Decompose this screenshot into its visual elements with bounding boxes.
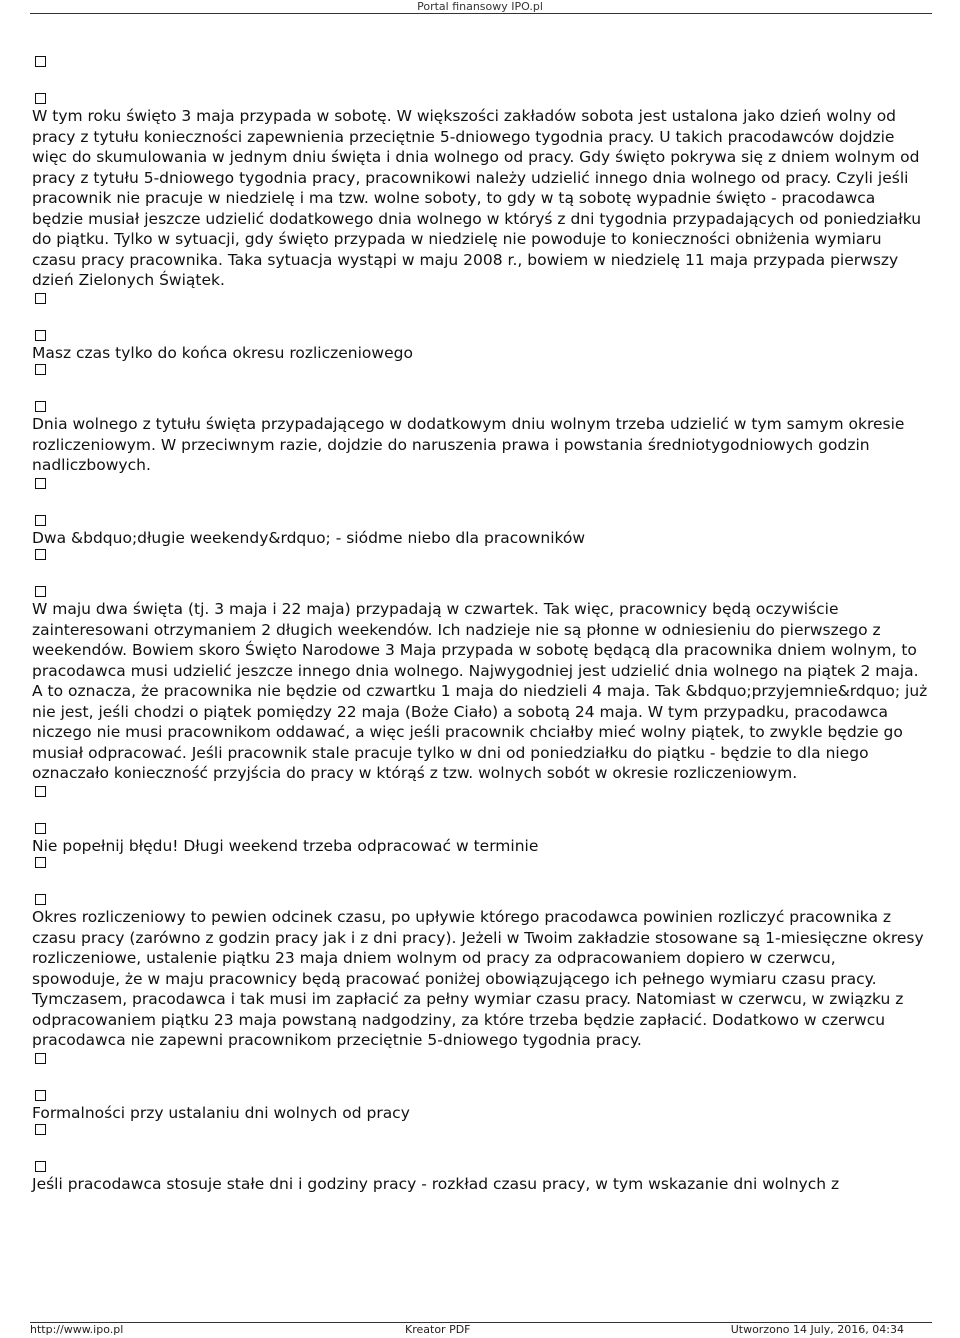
checkbox-icon: [35, 857, 46, 868]
checkbox-icon: [35, 1053, 46, 1064]
checkbox-icon: [35, 478, 46, 489]
checkbox-icon: [35, 293, 46, 304]
page-header: [0, 0, 960, 14]
checkbox-icon: [35, 515, 46, 526]
header-title: Portal finansowy IPO.pl: [417, 0, 543, 13]
paragraph: W maju dwa święta (tj. 3 maja i 22 maja) przypadają w czwartek. Tak więc, pracownicy będą oczywiście zainteresowani otrzymaniem 2 długich weekendów. Ich nadzieje nie są płonne w odniesieniu do pierwszego z weekendów. Bowiem skoro Święto Narodowe 3 Maja przypada w sobotę będącą dla pracownika dniem wolnym, to pracodawca musi udzielić jeszcze innego dnia wolnego. Najwygodniej jest udzielić dnia wolnego na piątek 2 maja. A to oznacza, że pracownika nie będzie od czwartku 1 maja do niedzieli 4 maja. Tak &bdquo;przyjemnie&rdquo; już nie jest, jeśli chodzi o piątek pomiędzy 22 maja (Boże Ciało) a sobotą 24 maja. W tym przypadku, pracodawca niczego nie musi pracownikom oddawać, a więc jeśli pracownik chciałby mieć wolny piątek, to zwykle będzie go musiał odpracować. Jeśli pracownik stale pracuje tylko w dni od poniedziałku do piątku - będzie to dla niego oznaczało konieczność przyjścia do pracy w którąś z tzw. wolnych sobót w okresie rozliczeniowym.: [32, 600, 928, 782]
section-heading: Masz czas tylko do końca okresu rozliczeniowego: [32, 343, 413, 362]
paragraph: Jeśli pracodawca stosuje stałe dni i godziny pracy - rozkład czasu pracy, w tym wskazanie dni wolnych z: [32, 1175, 840, 1193]
checkbox-icon: [35, 586, 46, 597]
checkbox-icon: [35, 1124, 46, 1135]
section-heading: Dwa &bdquo;długie weekendy&rdquo; - siódme niebo dla pracowników: [32, 528, 586, 547]
footer-created: Utworzono 14 July, 2016, 04:34: [730, 1323, 904, 1336]
checkbox-icon: [35, 1090, 46, 1101]
checkbox-icon: [35, 894, 46, 905]
checkbox-icon: [35, 786, 46, 797]
paragraph: Okres rozliczeniowy to pewien odcinek czasu, po upływie którego pracodawca powinien rozliczyć pracownika z czasu pracy (zarówno z godzin pracy jak i z dni pracy). Jeżeli w Twoim zakładzie stosowane są 1-miesięczne okresy rozliczeniowe, ustalenie piątku 23 maja dniem wolnym od pracy za odpracowaniem dopiero w czerwcu, spowoduje, że w maju pracownicy będą pracować poniżej obowiązującego ich pełnego wymiaru czasu pracy. Tymczasem, pracodawca i tak musi im zapłacić za pełny wymiar czasu pracy. Natomiast w czerwcu, w związku z odpracowaniem piątku 23 maja powstaną nadgodziny, za które trzeba będzie zapłacić. Dodatkowo w czerwcu pracodawca nie zapewni pracownikom przeciętnie 5-dniowego tygodnia pracy.: [32, 908, 924, 1049]
section-heading: Nie popełnij błędu! Długi weekend trzeba odpracować w terminie: [32, 836, 539, 855]
paragraph: W tym roku święto 3 maja przypada w sobotę. W większości zakładów sobota jest ustalona jako dzień wolny od pracy z tytułu konieczności zapewnienia przeciętnie 5-dniowego tygodnia pracy. U takich pracodawców dojdzie więc do skumulowania w jednym dniu święta i dnia wolnego od pracy. Gdy święto pokrywa się z dniem wolnym od pracy z tytułu 5-dniowego tygodnia pracy, pracownikowi należy udzielić innego dnia wolnego od pracy. Czyli jeśli pracownik nie pracuje w niedzielę i ma tzw. wolne soboty, to gdy w tą sobotę wypadnie święto - pracodawca będzie musiał jeszcze udzielić dodatkowego dnia wolnego w któryś z dni tygodnia przypadających od poniedziałku do piątku. Tylko w sytuacji, gdy święto przypada w niedzielę nie powoduje to konieczności obniżenia wymiaru czasu pracy pracownika. Taka sytuacja wystąpi w maju 2008 r., bowiem w niedzielę 11 maja przypada pierwszy dzień Zielonych Świątek.: [32, 107, 922, 289]
checkbox-icon: [35, 93, 46, 104]
checkbox-icon: [35, 1161, 46, 1172]
checkbox-icon: [35, 56, 46, 67]
checkbox-icon: [35, 401, 46, 412]
checkbox-icon: [35, 549, 46, 560]
header-divider: [30, 13, 932, 14]
paragraph: Dnia wolnego z tytułu święta przypadającego w dodatkowym dniu wolnym trzeba udzielić w tym samym okresie rozliczeniowym. W przeciwnym razie, dojdzie do naruszenia prawa i powstania średniotygodniowych godzin nadliczbowych.: [32, 415, 905, 474]
article-body: [32, 48, 928, 1195]
checkbox-icon: [35, 823, 46, 834]
checkbox-icon: [35, 364, 46, 375]
footer-url: http://www.ipo.pl: [30, 1323, 124, 1336]
section-heading: Formalności przy ustalaniu dni wolnych od pracy: [32, 1103, 410, 1122]
footer-creator: Kreator PDF: [405, 1323, 471, 1336]
checkbox-icon: [35, 330, 46, 341]
